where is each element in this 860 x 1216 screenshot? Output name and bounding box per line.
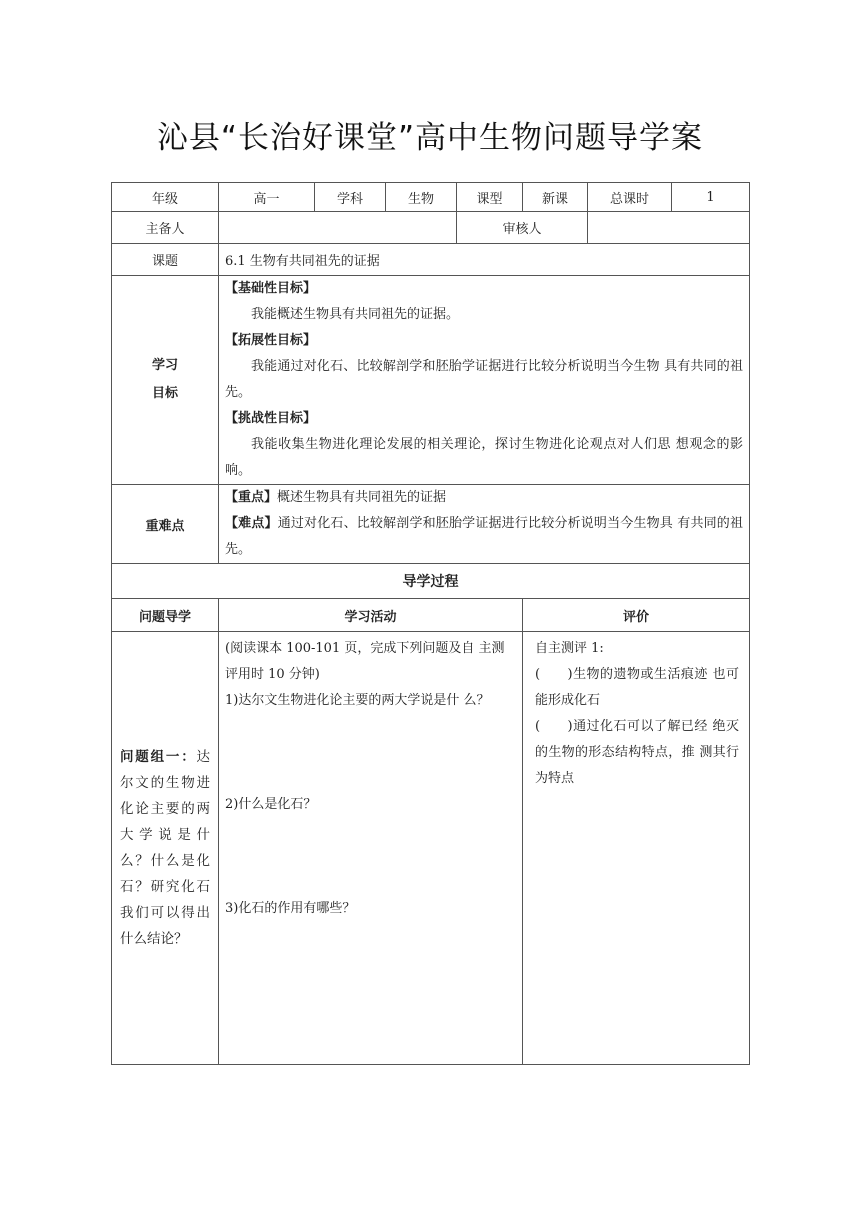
self-test-title: 自主测评 1:	[535, 641, 604, 656]
key-points-label: 重难点	[112, 485, 219, 564]
header-row	[112, 183, 750, 212]
grade-value: 高一	[219, 183, 315, 212]
key-points-content	[219, 485, 750, 564]
goals-label-line2: 目标	[151, 386, 178, 401]
question-group-1-text: 达尔文的生物进 化论主要的两 大学说是什 么？什么是化 石？研究化石 我们可以得出什么结论？	[120, 749, 210, 947]
document-title: 沁县“长治好课堂”高中生物问题导学案	[156, 120, 704, 156]
question-group-1-title: 问题组一：	[120, 749, 197, 765]
key-point-text: 概述生物具有共同祖先的证据	[277, 490, 447, 505]
hours-value: 1	[672, 183, 750, 212]
key-point-title: 【重点】	[225, 490, 278, 505]
lesson-plan-table	[111, 182, 750, 1065]
activity-question-1: 1)达尔文生物进化论主要的两大学说是什 么？	[225, 693, 490, 708]
goals-label-line1: 学习	[151, 358, 178, 373]
difficult-point-text: 通过对化石、比较解剖学和胚胎学证据进行比较分析说明当今生物具 有共同的祖先。	[225, 516, 743, 557]
goals-label	[112, 276, 219, 485]
process-header-row	[112, 599, 750, 632]
extended-goal-text: 我能通过对化石、比较解剖学和胚胎学证据进行比较分析说明当今生物 具有共同的祖先。	[225, 359, 743, 400]
activity-question-3: 3)化石的作用有哪些？	[225, 901, 356, 916]
reviewer-label: 审核人	[457, 212, 588, 244]
col-evaluation-header: 评价	[523, 599, 750, 632]
preparer-label: 主备人	[112, 212, 219, 244]
preparer-row	[112, 212, 750, 244]
activity-cell	[219, 632, 523, 1065]
subject-label: 学科	[315, 183, 386, 212]
subject-value: 生物	[386, 183, 457, 212]
basic-goal-title: 【基础性目标】	[225, 281, 317, 296]
preparer-value	[219, 212, 457, 244]
extended-goal-title: 【拓展性目标】	[225, 333, 317, 348]
process-title: 导学过程	[112, 564, 750, 599]
process-title-row	[112, 564, 750, 599]
difficult-point-title: 【难点】	[225, 516, 278, 531]
question-group-1-row	[112, 632, 750, 1065]
grade-label: 年级	[112, 183, 219, 212]
goals-content	[219, 276, 750, 485]
question-group-1	[112, 632, 219, 1065]
self-test-item-2: ( )通过化石可以了解已经 绝灭的生物的形态结构特点，推 测其行为特点	[535, 719, 739, 786]
goals-row	[112, 276, 750, 485]
type-value: 新课	[523, 183, 588, 212]
evaluation-cell	[523, 632, 750, 1065]
challenge-goal-text: 我能收集生物进化理论发展的相关理论，探讨生物进化论观点对人们思 想观念的影响。	[225, 437, 743, 478]
basic-goal-text: 我能概述生物具有共同祖先的证据。	[251, 307, 460, 322]
key-points-row	[112, 485, 750, 564]
challenge-goal-title: 【挑战性目标】	[225, 411, 317, 426]
activity-question-2: 2)什么是化石？	[225, 797, 317, 812]
hours-label: 总课时	[588, 183, 672, 212]
col-question-header: 问题导学	[112, 599, 219, 632]
col-activity-header: 学习活动	[219, 599, 523, 632]
type-label: 课型	[457, 183, 523, 212]
activity-intro: (阅读课本 100-101 页，完成下列问题及自 主测评用时 10 分钟)	[225, 641, 505, 682]
self-test-item-1: ( )生物的遗物或生活痕迹 也可能形成化石	[535, 667, 739, 708]
topic-label: 课题	[112, 244, 219, 276]
topic-row	[112, 244, 750, 276]
reviewer-value	[588, 212, 750, 244]
topic-value: 6.1 生物有共同祖先的证据	[219, 244, 750, 276]
